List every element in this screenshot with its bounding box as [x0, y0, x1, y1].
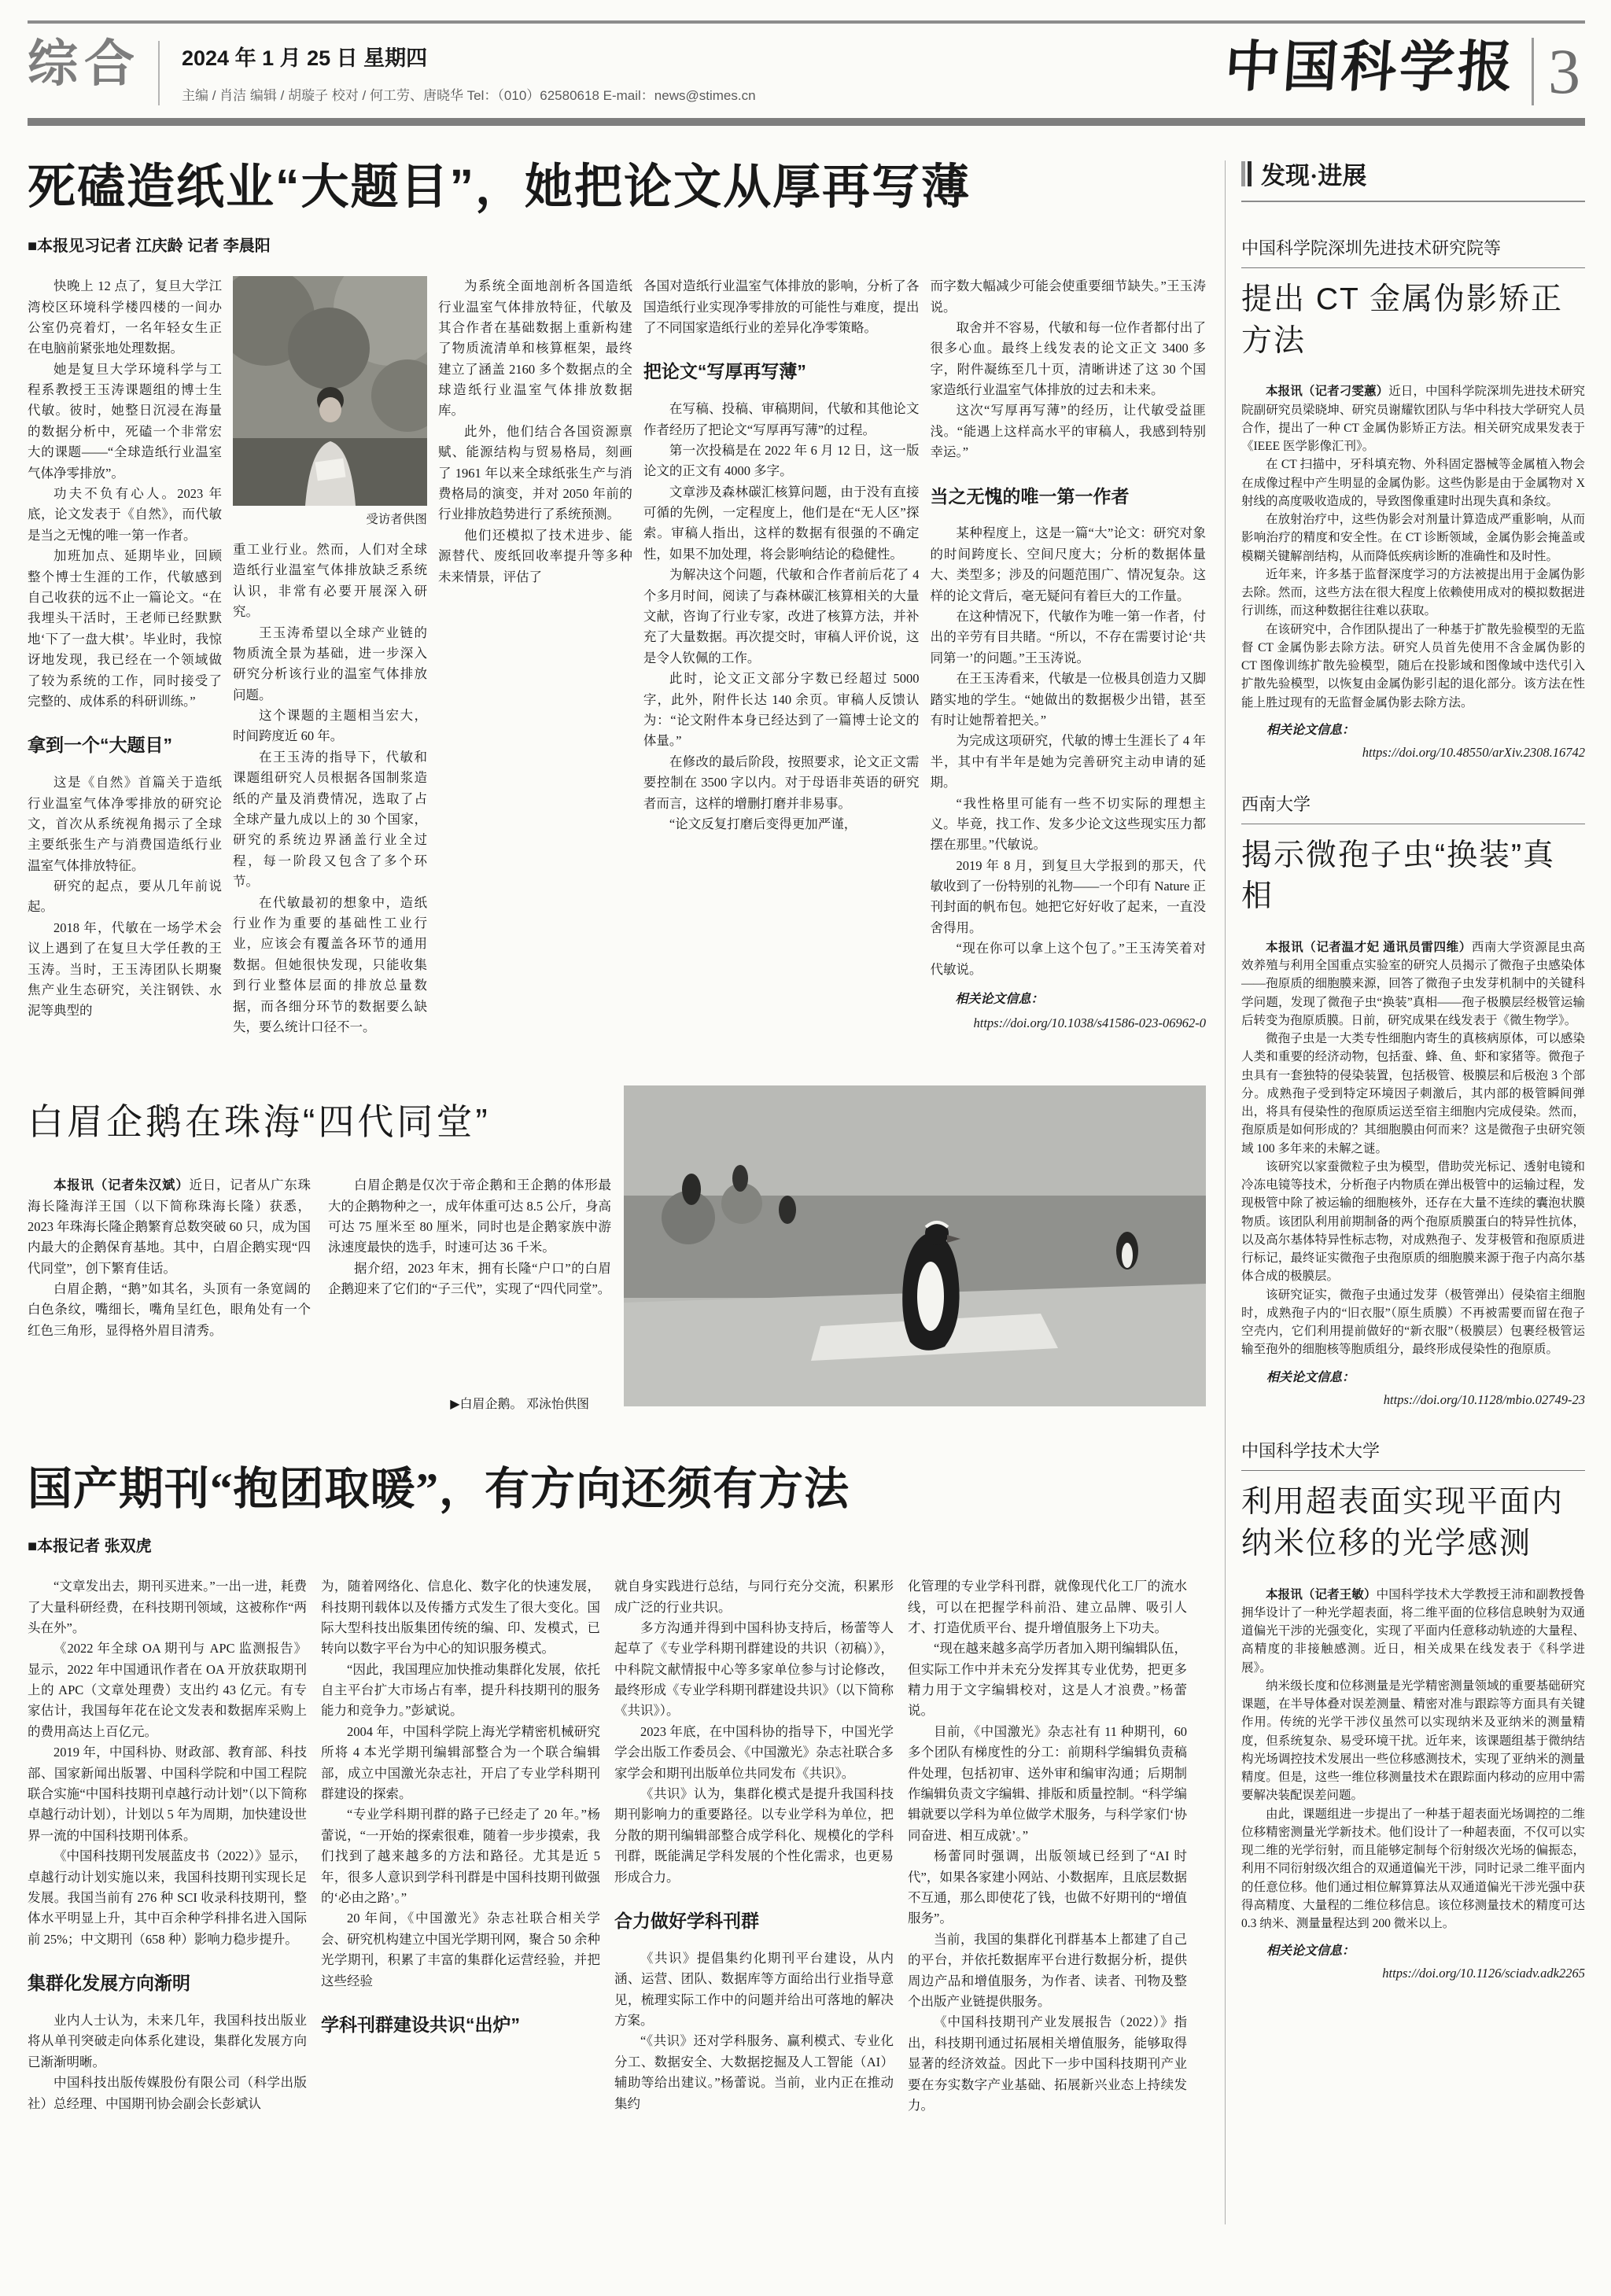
header-divider — [158, 41, 160, 105]
lead-source: 本报讯（记者刁雯蕙） — [1266, 385, 1389, 399]
date: 2024 年 1 月 25 日 星期四 — [182, 46, 428, 70]
paragraph: 她是复旦大学环境科学与工程系教授王玉涛课题组的博士生代敏。彼时，她整日沉浸在海量的数据分析中，死磕一个非常宏大的课题——“全球造纸行业温室气体净零排放”。 — [28, 361, 222, 481]
penguin-photo-caption: ▶白眉企鹅。 邓泳怡供图 — [450, 1398, 589, 1412]
sidebar-article-microsporidia — [1241, 791, 1585, 1410]
masthead: 中国科学报 — [1222, 38, 1518, 98]
page-header — [28, 24, 1585, 118]
paragraph: 《2022 年全球 OA 期刊与 APC 监测报告》显示，2022 年中国通讯作者在 OA 开放获取期刊上的 APC（文章处理费）支出约 43 亿元。有专家估计，我国每年花在论文发表和数据库采购上的费用高达上百亿元。 — [28, 1641, 307, 1739]
paragraph: 为系统全面地剖析各国造纸行业温室气体排放特征，代敏及其合作者在基础数据上重新构建了物质流清单和核算框架，最终建立了涵盖 2160 多个数据点的全球造纸行业温室气体排放数据库。 — [437, 278, 632, 418]
paragraph: 第一次投稿是在 2022 年 6 月 12 日，这一版论文的正文有 4000 多字。 — [643, 442, 920, 479]
section-marker-icon — [1241, 161, 1252, 186]
photo-caption: 受访者供图 — [366, 513, 427, 527]
journal-column-4 — [908, 1576, 1187, 2184]
paragraph: 王玉涛希望以全球产业链的物质流全景为基础，进一步深入研究分析该行业的温室气体排放问题。 — [232, 625, 427, 702]
paragraph: 20 年间，《中国激光》杂志社联合相关学会、研究机构建立中国光学期刊网，聚合 50 余种光学期刊，积累了丰富的集群化运营经验，并把这些经验 — [321, 1911, 600, 1988]
paragraph: 研究的起点，要从几年前说起。 — [28, 879, 222, 915]
paragraph: 《中国科技期刊产业发展报告（2022）》指出，科技期刊通过拓展相关增值服务，能够取得显著的经济效益。因此下一步中国科技期刊产业要在夯实数字产业基础、拓展新兴业态上持续发力。 — [908, 2014, 1187, 2113]
kicker: 西南大学 — [1241, 791, 1585, 824]
info-label: 相关论文信息： — [1266, 1944, 1355, 1959]
paragraph: 在王玉涛的指导下，代敏和课题组研究人员根据各国制浆造纸的产量及消费情况，选取了占全球产量九成以上的 30 个国家，研究的系统边界涵盖行业全过程，每一阶段又包含了多个环节。 — [232, 749, 427, 890]
paragraph: 在修改的最后阶段，按照要求，论文正文需要控制在 3500 字以内。对于母语非英语的研究者而言，这样的增删打磨并非易事。 — [643, 754, 920, 811]
lead-source: 本报讯（记者温才妃 通讯员雷四维） — [1266, 940, 1472, 954]
sidebar-headline: 利用超表面实现平面内纳米位移的光学感测 — [1241, 1485, 1565, 1561]
lead-source: 本报讯（记者朱汉斌） — [53, 1177, 190, 1193]
paragraph: 在这种情况下，代敏作为唯一第一作者，付出的辛劳有目共睹。“所以，不存在需要讨论‘共同第一’的问题。”王玉涛说。 — [930, 609, 1206, 665]
page-number: 3 — [1532, 38, 1585, 105]
paragraph: 《中国科技期刊发展蓝皮书（2022）》显示，卓越行动计划实施以来，我国科技期刊实现长足发展。我国当前有 276 种 SCI 收录科技期刊，整体水平明显上升，其中百余种学科排名进入国际前 25%；中文期刊（658 种）影响力稳步提升。 — [28, 1848, 307, 1947]
paragraph: 在代敏最初的想象中，造纸行业作为重要的基础性工业行业，应该会有覆盖各环节的通用数据。但她很快发现，只能收集到行业整体层面的排放总量数据，而各细分环节的数据要么缺失，要么统计口径不一。 — [232, 894, 427, 1034]
sidebar-article-body — [1241, 382, 1585, 762]
lead-text: 中国科学技术大学教授王沛和副教授鲁拥华设计了一种光学超表面，将二维平面的位移信息映射为双通道偏光干涉的光强变化，实现了平面内任意移动轨迹的大量程、高精度的非接触感测。近日，相关成果在线发表于《科学进展》。 — [1241, 1587, 1585, 1675]
journal-subhead-2: 学科刊群建设共识“出炉” — [321, 2014, 520, 2035]
paragraph: 2019 年 8 月，到复旦大学报到的那天，代敏收到了一份特别的礼物——一个印有 Nature 正刊封面的帆布包。她把它好好收了起来，一直没舍得用。 — [930, 857, 1206, 935]
paragraph: 在写稿、投稿、审稿期间，代敏和其他论文作者经历了把论文“写厚再写薄”的过程。 — [643, 401, 920, 437]
paragraph: 微孢子虫是一大类专性细胞内寄生的真核病原体，可以感染人类和重要的经济动物，包括蚕、蜂、鱼、虾和家猪等。微孢子虫具有一套独特的侵染装置，包括极管、极膜层和后极泡 3 个部分。成熟孢子受到特定环境因子刺激后，其内部的极管瞬间弹出，将具有侵染性的孢原质运送至宿主细胞内完成侵染。然而，孢原质是如何形成的？其细胞膜由何而来？这是微孢子虫研究领域 100 多年来的未解之谜。 — [1241, 1032, 1585, 1155]
paragraph: 《共识》提倡集约化期刊平台建设，从内涵、运营、团队、数据库等方面给出行业指导意见，梳理实际工作中的问题并给出可落地的解决方案。 — [614, 1950, 894, 2028]
lead-text: 近日，记者从广东珠海长隆海洋王国（以下简称珠海长隆）获悉，2023 年珠海长隆企鹅繁育总数突破 60 只，成为国内最大的企鹅保育基地。其中，白眉企鹅实现“四代同堂”，创下繁育佳话。 — [28, 1177, 311, 1276]
paragraph: 在该研究中，合作团队提出了一种基于扩散先验模型的无监督 CT 金属伪影去除方法。研究人员首先使用不含金属伪影的 CT 图像训练扩散先验模型，随后在投影域和图像域中迭代引入扩散先验模型，以恢复由金属伪影引起的退化部分。该方法在性能上胜过现有的无监督金属伪影去除方法。 — [1241, 622, 1585, 709]
paper-column-4 — [643, 276, 920, 1051]
paragraph: 中国科技出版传媒股份有限公司（科学出版社）总经理、中国期刊协会副会长彭斌认 — [28, 2075, 307, 2111]
article-paper-byline: ■本报见习记者 江庆龄 记者 李晨阳 — [28, 238, 271, 256]
paragraph: 多方沟通并得到中国科协支持后，杨蕾等人起草了《专业学科期刊群建设的共识（初稿）》，中科院文献情报中心等多家单位参与讨论修改，最终形成《专业学科期刊群建设共识》（以下简称《共识》）。 — [614, 1620, 894, 1719]
doi-link: https://doi.org/10.1128/mbio.02749-23 — [1383, 1391, 1585, 1407]
paragraph: 为解决这个问题，代敏和合作者前后花了 4 个多月时间，阅读了与森林碳汇核算相关的大量文献，咨询了行业专家，改进了核算方法，并补充了大量数据。再次提交时，审稿人评价说，这是令人钦佩的工作。 — [643, 567, 920, 665]
paragraph: 在 CT 扫描中，牙科填充物、外科固定器械等金属植入物会在成像过程中产生明显的金属伪影。这些伪影是由于金属物对 X 射线的高度吸收造成的，导致图像重建时出现失真和条纹。 — [1241, 458, 1585, 508]
lead-source: 本报讯（记者王敏） — [1266, 1587, 1377, 1601]
paper-column-1 — [28, 276, 222, 1051]
info-label: 相关论文信息： — [1266, 723, 1355, 737]
kicker: 中国科学技术大学 — [1241, 1438, 1585, 1471]
paragraph: 杨蕾同时强调，出版领域已经到了“AI 时代”，如果各家建小网站、小数据库，且底层数据不互通，那么即使花了钱，也做不好期刊的“增值服务”。 — [908, 1848, 1187, 1926]
paragraph: 2004 年，中国科学院上海光学精密机械研究所将 4 本光学期刊编辑部整合为一个联合编辑部，成立中国激光杂志社，开启了专业学科期刊群建设的探索。 — [321, 1723, 600, 1802]
article-journal — [28, 1453, 1206, 2184]
sidebar-article-metasurface — [1241, 1438, 1585, 1984]
sidebar-headline: 揭示微孢子虫“换装”真相 — [1241, 838, 1555, 914]
paper-doi: https://doi.org/10.1038/s41586-023-06962-0 — [973, 1015, 1206, 1030]
paragraph: 2019 年，中国科协、财政部、教育部、科技部、国家新闻出版署、中国科学院和中国工程院联合实施“中国科技期刊卓越行动计划”（以下简称卓越行动计划），计划以 5 年为周期，加快建设世界一流的中国科技期刊体系。 — [28, 1745, 307, 1843]
sidebar-article-ct — [1241, 235, 1585, 763]
article-paper-headline: 死磕造纸业“大题目”，她把论文从厚再写薄 — [28, 160, 971, 213]
paragraph: 化管理的专业学科刊群，就像现代化工厂的流水线，可以在把握学科前沿、建立品牌、吸引人才、打造优质平台、提升增值服务上下功夫。 — [908, 1579, 1187, 1635]
paragraph: “现在越来越多高学历者加入期刊编辑队伍，但实际工作中并未充分发挥其专业优势，把更多精力用于文字编辑校对，这是人才浪费。”杨蕾说。 — [908, 1641, 1187, 1719]
paragraph: “因此，我国理应加快推动集群化发展，依托自主平台扩大市场占有率，提升科技期刊的服务能力和竞争力。”彭斌说。 — [321, 1661, 600, 1719]
paragraph: 为完成这项研究，代敏的博士生涯长了 4 年半，其中有半年是她为完善研究主动申请的延期。 — [930, 733, 1206, 791]
paragraph: 功夫不负有心人。2023 年底，论文发表于《自然》，而代敏是当之无愧的唯一第一作者。 — [28, 486, 222, 543]
paragraph: 2018 年，代敏在一场学术会议上遇到了在复旦大学任教的王玉涛。当时，王玉涛团队长期聚焦产业生态研究，关注钢铁、水泥等典型的 — [28, 920, 222, 1019]
article-penguin-headline: 白眉企鹅在珠海“四代同堂” — [28, 1101, 491, 1143]
paragraph: 他们还模拟了技术进步、能源替代、废纸回收率提升等多种未来情景，评估了 — [437, 527, 632, 584]
article-journal-byline: ■本报记者 张双虎 — [28, 1538, 152, 1556]
paragraph: “专业学科期刊群的路子已经走了 20 年。”杨蕾说，“一开始的探索很难，随着一步步摸索，我们找到了越来越多的方法和路径。尤其是近 5 年，很多人意识到学科刊群是中国科技期刊做强的‘必由之路’。” — [321, 1807, 600, 1905]
penguin-column-1 — [28, 1175, 311, 1381]
sidebar-article-body — [1241, 938, 1585, 1410]
paper-subhead-2: 把论文“写厚再写薄” — [643, 361, 806, 382]
paragraph: “我性格里可能有一些不切实际的理想主义。毕竟，找工作、发多少论文这些现实压力都摆在那里。”代敏说。 — [930, 795, 1206, 853]
paragraph: 各国对造纸行业温室气体排放的影响，分析了各国造纸行业实现净零排放的可能性与难度，提出了不同国家造纸行业的差异化净零策略。 — [643, 278, 920, 335]
paragraph: 《共识》认为，集群化模式是提升我国科技期刊影响力的重要路径。以专业学科为单位，把分散的期刊编辑部整合成学科化、规模化的学科刊群，既能满足学科发展的个性化需求，也更易形成合力。 — [614, 1786, 894, 1885]
paragraph: “《共识》还对学科服务、赢利模式、专业化分工、数据安全、大数据挖掘及人工智能（AI）辅助等给出建议。”杨蕾说。当前，业内正在推动集约 — [614, 2033, 894, 2111]
section-label: 综合 — [28, 35, 141, 92]
paragraph: 白眉企鹅是仅次于帝企鹅和王企鹅的体形最大的企鹅物种之一，成年体重可达 8.5 公斤，身高可达 75 厘米至 80 厘米，同时也是企鹅家族中游泳速度最快的选手，时速可达 36 千米。 — [328, 1177, 611, 1255]
paragraph: 近年来，许多基于监督深度学习的方法被提出用于金属伪影去除。然而，这些方法在很大程度上依赖使用成对的模拟数据进行训练，而这种数据往往难以获取。 — [1241, 567, 1585, 618]
paragraph: 2023 年底，在中国科协的指导下，中国光学学会出版工作委员会、《中国激光》杂志社联合多家学会和期刊出版单位共同发布《共识》。 — [614, 1723, 894, 1781]
lead-paragraph — [1241, 382, 1585, 455]
info-label: 相关论文信息： — [1266, 1370, 1355, 1384]
paragraph: 这是《自然》首篇关于造纸行业温室气体净零排放的研究论文，首次从系统视角揭示了全球主要纸张生产与消费国造纸行业温室气体排放特征。 — [28, 775, 222, 873]
paragraph: “论文反复打磨后变得更加严谨， — [669, 816, 857, 831]
journal-column-2 — [321, 1576, 600, 2184]
sidebar-section-header — [1241, 156, 1585, 202]
article-penguin — [28, 1085, 1206, 1412]
lead-text: 近日，中国科学院深圳先进技术研究院副研究员梁晓坤、研究员谢耀钦团队与华中科技大学研究人员合作，提出了一种 CT 金属伪影矫正方法。相关研究成果发表于《IEEE 医学影像汇刊》。 — [1241, 385, 1585, 454]
penguin-column-2 — [328, 1175, 611, 1381]
paragraph: “现在你可以拿上这个包了。”王玉涛笑着对代敏说。 — [930, 941, 1206, 977]
journal-subhead-1: 集群化发展方向渐明 — [28, 1973, 190, 1994]
journal-column-1 — [28, 1576, 307, 2184]
paragraph: 重工业行业。然而，人们对全球造纸行业温室气体排放缺乏系统认识，非常有必要开展深入研究。 — [232, 541, 427, 620]
paper-column-2 — [233, 276, 427, 1051]
paper-subhead-3: 当之无愧的唯一第一作者 — [930, 485, 1130, 507]
main-area — [28, 156, 1206, 2224]
photo-penguins — [624, 1085, 1206, 1406]
paragraph: 据介绍，2023 年末，拥有长隆“户口”的白眉企鹅迎来了它们的“子三代”，实现了“四代同堂”。 — [328, 1260, 611, 1297]
paragraph: 这个课题的主题相当宏大，时间跨度近 60 年。 — [232, 708, 427, 744]
paragraph: 加班加点、延期毕业，回顾整个博士生涯的工作，代敏感到自己收获的远不止一篇论文。“在我埋头干活时，王老师已经默默地‘下了一盘大棋’。毕业时，我惊讶地发现，我已经在一个领域做了较为系统的工作，同时接受了完整的、成体系的科研训练。” — [28, 548, 222, 709]
main-sidebar-divider — [1225, 160, 1226, 2224]
paragraph: “文章发出去，期刊买进来。”一出一进，耗费了大量科研经费，在科技期刊领域，这被称作“两头在外”。 — [28, 1579, 307, 1635]
paragraph: 取舍并不容易，代敏和每一位作者都付出了很多心血。最终上线发表的论文正文 3400 多字，附件凝练至几十页，清晰讲述了这 30 个国家造纸行业温室气体排放的过去和未来。 — [930, 319, 1206, 398]
sidebar-article-body — [1241, 1586, 1585, 1985]
paragraph: 为，随着网络化、信息化、数字化的快速发展，科技期刊载体以及传播方式发生了很大变化。国际大型科技出版集团传统的编、印、发模式，已转向以数字平台为中心的知识服务模式。 — [321, 1579, 600, 1657]
paragraph: 该研究证实，微孢子虫通过发芽（极管弹出）侵染宿主细胞时，成熟孢子内的“旧衣服”（原生质膜）不再被需要而留在孢子空壳内，它们利用提前做好的“新衣服”（极膜层）包裹经极管运输至孢外的细胞核等胞质组分，最终形成侵染性的孢原质。 — [1241, 1288, 1585, 1357]
sidebar-section-title: 发现·进展 — [1261, 162, 1367, 190]
paragraph: 快晚上 12 点了，复旦大学江湾校区环境科学楼四楼的一间办公室仍亮着灯，一名年轻女生正在电脑前紧张地处理数据。 — [28, 278, 222, 356]
paragraph: 这次“写厚再写薄”的经历，让代敏受益匪浅。“能遇上这样高水平的审稿人，我感到特别幸运。” — [930, 403, 1206, 460]
kicker: 中国科学院深圳先进技术研究院等 — [1241, 235, 1585, 268]
paragraph: 纳米级长度和位移测量是光学精密测量领域的重要基础研究课题，在半导体叠对误差测量、精密对准与跟踪等方面具有关键作用。传统的光学干涉仪虽然可以实现纳米及亚纳米的测量精度，但系统复杂、易受环境干扰。近年来，该课题组基于微纳结构光场调控技术发展出一些位移感测技术，实现了亚纳米的测量精度。但是，这些一维位移测量技术在跟踪面内移动的应用中需要解决装配误差问题。 — [1241, 1679, 1585, 1803]
article-paper-body — [28, 276, 1206, 1051]
paragraph: 就自身实践进行总结，与同行充分交流，积累形成广泛的行业共识。 — [614, 1579, 894, 1615]
doi-link: https://doi.org/10.1126/sciadv.adk2265 — [1382, 1966, 1585, 1981]
paragraph: 文章涉及森林碳汇核算问题，由于没有直接可循的先例，一定程度上，他们是在“无人区”探索。审稿人指出，这样的数据有很强的不确定性，如果不加处理，将会影响结论的稳健性。 — [643, 484, 920, 562]
lead-paragraph — [28, 1175, 311, 1279]
paragraph: 由此，课题组进一步提出了一种基于超表面光场调控的二维位移精密测量光学新技术。他们设计了一种超表面，不仅可以实现二维的光学衍射，而且能够定制每个衍射级次光场的偏振态，利用不同衍射级次组合的双通道偏光干涉，同时记录二维平面内的任意位移。他们通过相位解算算法从双通道偏光干涉光强中获得高精度、大量程的二维位移信息。该位移测量技术的精度可达 0.3 纳米、测量量程达到 200 微米以上。 — [1241, 1807, 1585, 1931]
paragraph: 在放射治疗中，这些伪影会对剂量计算造成严重影响，从而影响治疗的精度和安全性。在 CT 诊断领域，金属伪影会掩盖或模糊关键解剖结构，从而降低疾病诊断的准确性和及时性。 — [1241, 513, 1585, 563]
paper-subhead-1: 拿到一个“大题目” — [28, 735, 172, 756]
paragraph: 在王玉涛看来，代敏是一位极具创造力又脚踏实地的学生。“她做出的数据极少出错，甚至有时让她帮着把关。” — [930, 671, 1206, 728]
paragraph: 业内人士认为，未来几年，我国科技出版业将从单刊突破走向体系化建设，集群化发展方向已渐渐明晰。 — [28, 2012, 307, 2069]
paragraph: 而字数大幅减少可能会使重要细节缺失。”王玉涛说。 — [930, 278, 1206, 315]
doi-link: https://doi.org/10.48550/arXiv.2308.16742 — [1362, 744, 1585, 760]
lead-text: 西南大学资源昆虫高效养殖与利用全国重点实验室的研究人员揭示了微孢子虫感染体——孢原质的细胞膜来源，回答了微孢子虫发芽机制中的关键科学问题，发现了微孢子虫“换装”真相——孢子极膜层经极管运输后转变为孢原质膜。日前，研究成果在线发表于《微生物学》。 — [1241, 940, 1585, 1027]
paragraph: 此外，他们结合各国资源禀赋、能源结构与贸易格局，刻画了 1961 年以来全球纸张生产与消费格局的演变，并对 2050 年前的行业排放趋势进行了系统预测。 — [437, 423, 632, 522]
sidebar-headline: 提出 CT 金属伪影矫正方法 — [1241, 282, 1563, 358]
article-penguin-body — [28, 1175, 611, 1381]
paragraph: 该研究以家蚕微粒子虫为模型，借助荧光标记、透射电镜和冷冻电镜等技术，分析孢子内物质在弹出极管中的运输过程，发现极管中除了被运输的细胞核外，还存在大量不连续的囊泡状膜物质。该团队利用前期制备的两个孢原质膜蛋白的特异性抗体，以及高尔基体特异性标志物，对成熟孢子、发芽极管和孢原质进行标记，最终证实微孢子虫孢原质的细胞膜来源于孢子内高尔基体合成的极膜层。 — [1241, 1159, 1585, 1284]
paper-info-label: 相关论文信息： — [955, 993, 1044, 1007]
header-bar — [28, 118, 1585, 126]
paragraph: 目前，《中国激光》杂志社有 11 种期刊，60 多个团队有梯度性的分工：前期科学编辑负责稿件处理，包括初审、送外审和编审沟通；后期制作编辑负责文字编辑、排版和质量控制。“科学编辑就要以学科为单位做学术服务，与科学家们‘协同奋进、相互成就’。” — [908, 1723, 1187, 1843]
article-journal-headline: 国产期刊“抱团取暖”，有方向还须有方法 — [28, 1465, 850, 1515]
lead-paragraph — [1241, 1586, 1585, 1677]
journal-subhead-3: 合力做好学科刊群 — [614, 1911, 759, 1931]
article-journal-body — [28, 1576, 1206, 2184]
sidebar-discoveries — [1241, 156, 1585, 2224]
date-block — [182, 38, 756, 104]
journal-column-3 — [614, 1576, 894, 2184]
photo-researcher — [233, 276, 427, 506]
article-paper — [28, 159, 1206, 1051]
paragraph: 某种程度上，这是一篇“大”论文：研究对象的时间跨度长、空间尺度大；分析的数据体量大、类型多；涉及的问题范围广、情况复杂。这样的论文背后，毫无疑问有着巨大的工作量。 — [930, 525, 1206, 603]
paragraph: 当前，我国的集群化刊群基本上都建了自己的平台，并依托数据库平台进行数据分析，提供周边产品和增值服务，为作者、读者、刊物及整个出版产业链提供服务。 — [908, 1931, 1187, 2009]
lead-paragraph — [1241, 938, 1585, 1030]
paragraph: 此时，论文正文部分字数已经超过 5000 字，此外，附件长达 140 余页。审稿人反馈认为：“论文附件本身已经达到了一篇博士论文的体量。” — [643, 671, 920, 749]
paper-column-5 — [930, 276, 1206, 1051]
paragraph: 白眉企鹅，“鹅”如其名，头顶有一条宽阔的白色条纹，嘴细长，嘴角呈红色，眼角处有一个红色三角形，显得格外眉目清秀。 — [28, 1281, 311, 1338]
staff-line: 主编 / 肖洁 编辑 / 胡璇子 校对 / 何工劳、唐晓华 Tel：（010）62580618 E-mail：news@stimes.cn — [182, 88, 756, 103]
paper-column-3 — [438, 276, 632, 1051]
